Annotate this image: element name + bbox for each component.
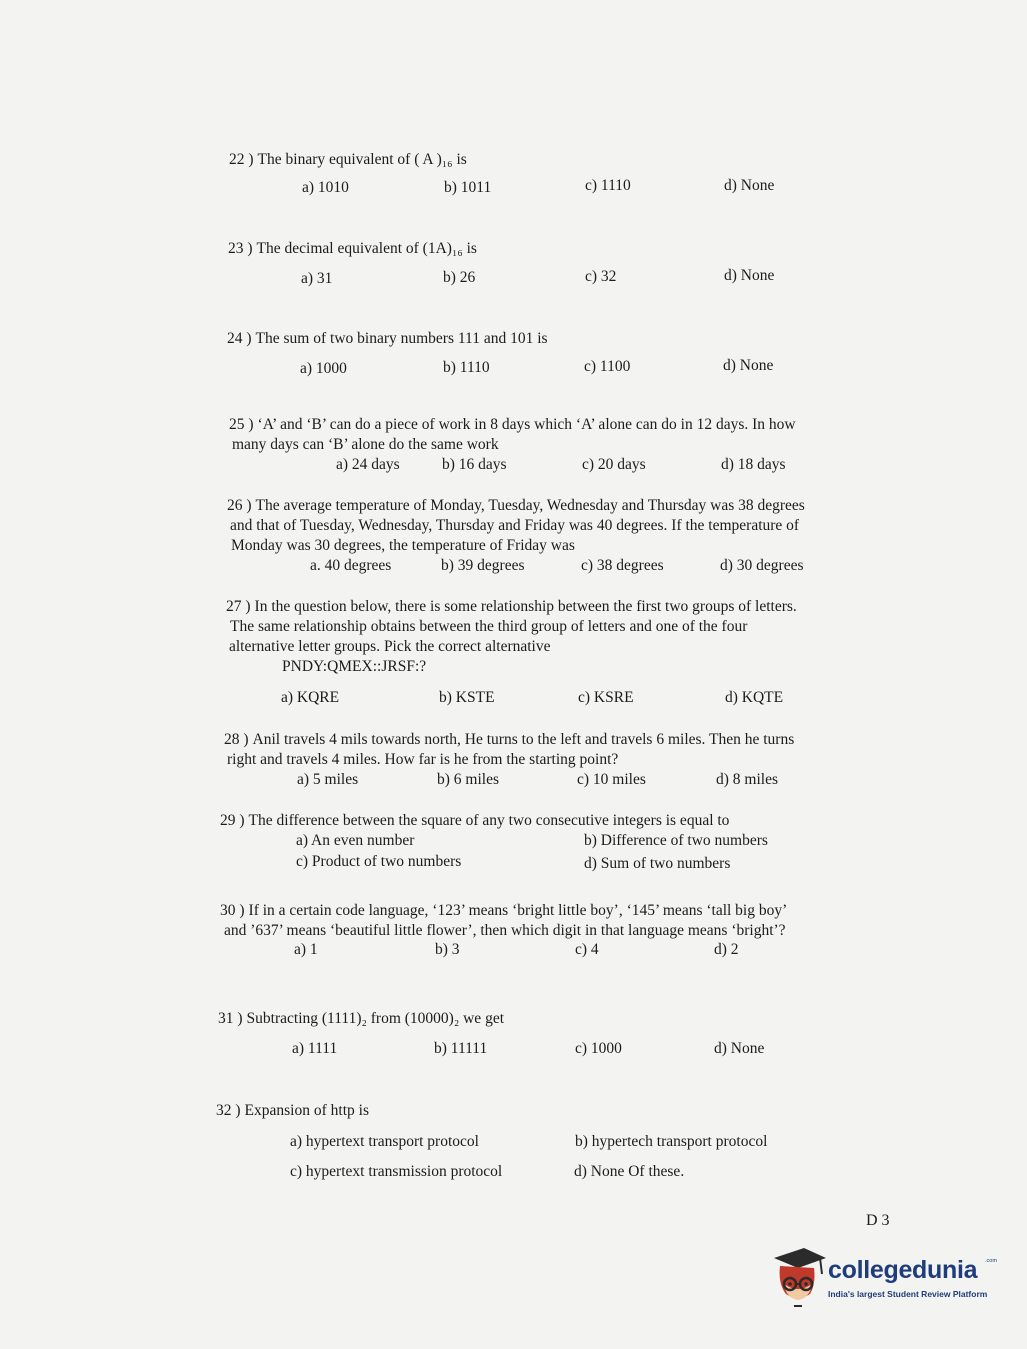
option-d: d) None	[714, 1040, 765, 1057]
question-text: If in a certain code language, ‘123’ means ‘bright little boy’, ‘145’ means ‘tall big boy’	[248, 902, 788, 919]
question-29: 29 ) The difference between the square of any two consecutive integers is equal to	[220, 812, 730, 829]
graduate-mascot-icon	[770, 1244, 828, 1314]
option-d: d) 2	[714, 941, 739, 958]
option-a: a) 1010	[302, 179, 349, 196]
option-a: a) 1111	[292, 1040, 338, 1057]
collegedunia-logo	[770, 1244, 1010, 1314]
question-22: 22 ) The binary equivalent of ( A )₁₆ is	[229, 151, 467, 168]
option-d: d) KQTE	[725, 689, 784, 706]
question-30: 30 ) If in a certain code language, ‘123’ means ‘bright little boy’, ‘145’ means ‘tall big boy’ and ’637’ means ‘beautiful little flower’, then which digit in that language means ‘bright’?	[220, 902, 788, 939]
option-a: a. 40 degrees	[310, 557, 392, 574]
option-d: d) None	[724, 267, 775, 284]
page-number: D 3	[866, 1212, 890, 1229]
option-a: a) 5 miles	[297, 771, 359, 788]
question-text: Expansion of http is	[244, 1102, 369, 1119]
option-b: b) hypertech transport protocol	[575, 1133, 768, 1150]
question-text: ‘A’ and ‘B’ can do a piece of work in 8 days which ‘A’ alone can do in 12 days. In how	[257, 416, 796, 433]
question-31: 31 ) Subtracting (1111)₂ from (10000)₂ we get	[218, 1010, 504, 1027]
option-c: c) Product of two numbers	[296, 853, 462, 870]
question-32: 32 ) Expansion of http is	[216, 1102, 369, 1119]
option-a: a) 31	[301, 270, 333, 287]
option-c: c) 20 days	[582, 456, 646, 473]
logo-suffix: .com	[985, 1258, 997, 1264]
option-a: a) hypertext transport protocol	[290, 1133, 479, 1150]
question-text: Subtracting (1111)₂ from (10000)₂ we get	[246, 1010, 504, 1027]
option-a: a) 24 days	[336, 456, 400, 473]
question-text: The binary equivalent of ( A )₁₆ is	[257, 151, 467, 168]
option-c: c) 32	[585, 268, 617, 285]
question-27: 27 ) In the question below, there is some relationship between the first two groups of letters. The same relationship obtains between the third group of letters and one of the four alternative letter groups. Pick the correct alternative PNDY:QMEX::JRSF:?	[226, 598, 797, 675]
question-text: The decimal equivalent of (1A)₁₆ is	[256, 240, 477, 257]
question-text: In the question below, there is some relationship between the first two groups of letters.	[254, 598, 797, 615]
option-b: b) 3	[435, 941, 460, 958]
option-c: c) 38 degrees	[581, 557, 664, 574]
question-28: 28 ) Anil travels 4 mils towards north, He turns to the left and travels 6 miles. Then he turns right and travels 4 miles. How far is he from the starting point?	[224, 731, 795, 768]
question-text: The difference between the square of any two consecutive integers is equal to	[248, 812, 730, 829]
option-c: c) 10 miles	[577, 771, 646, 788]
option-d: d) 8 miles	[716, 771, 778, 788]
option-d: d) 18 days	[721, 456, 786, 473]
option-d: d) None Of these.	[574, 1163, 685, 1180]
option-a: a) An even number	[296, 832, 415, 849]
option-c: c) KSRE	[578, 689, 634, 706]
logo-tagline: India's largest Student Review Platform	[828, 1289, 988, 1299]
question-26: 26 ) The average temperature of Monday, Tuesday, Wednesday and Thursday was 38 degrees and that of Tuesday, Wednesday, Thursday and Friday was 40 degrees. If the temperature of Monday was 30 degrees, the temperature of Friday was	[227, 497, 805, 554]
option-d: d) None	[723, 357, 774, 374]
question-23: 23 ) The decimal equivalent of (1A)₁₆ is	[228, 240, 477, 257]
question-25: 25 ) ‘A’ and ‘B’ can do a piece of work in 8 days which ‘A’ alone can do in 12 days. In how many days can ‘B’ alone do the same work	[229, 416, 796, 453]
option-b: b) 26	[443, 269, 476, 286]
option-d: d) None	[724, 177, 775, 194]
question-text: The sum of two binary numbers 111 and 101 is	[255, 330, 548, 347]
option-b: b) Difference of two numbers	[584, 832, 768, 849]
option-b: b) 39 degrees	[441, 557, 525, 574]
option-a: a) 1	[294, 941, 318, 958]
option-c: c) hypertext transmission protocol	[290, 1163, 503, 1180]
letter-series: PNDY:QMEX::JRSF:?	[282, 658, 427, 675]
logo-wordmark: collegedunia	[828, 1256, 978, 1284]
option-c: c) 1100	[584, 358, 631, 375]
option-b: b) 6 miles	[437, 771, 499, 788]
question-24: 24 ) The sum of two binary numbers 111 and 101 is	[227, 330, 548, 347]
option-c: c) 1110	[585, 177, 631, 194]
option-a: a) 1000	[300, 360, 347, 377]
option-b: b) 1011	[444, 179, 492, 196]
option-b: b) 16 days	[442, 456, 507, 473]
option-a: a) KQRE	[281, 689, 340, 706]
question-text: The average temperature of Monday, Tuesday, Wednesday and Thursday was 38 degrees	[255, 497, 805, 514]
option-b: b) KSTE	[439, 689, 495, 706]
option-b: b) 1110	[443, 359, 490, 376]
question-text: Anil travels 4 mils towards north, He turns to the left and travels 6 miles. Then he turns	[252, 731, 795, 748]
option-c: c) 4	[575, 941, 599, 958]
option-d: d) Sum of two numbers	[584, 855, 731, 872]
option-b: b) 11111	[434, 1040, 488, 1057]
option-c: c) 1000	[575, 1040, 622, 1057]
option-d: d) 30 degrees	[720, 557, 804, 574]
